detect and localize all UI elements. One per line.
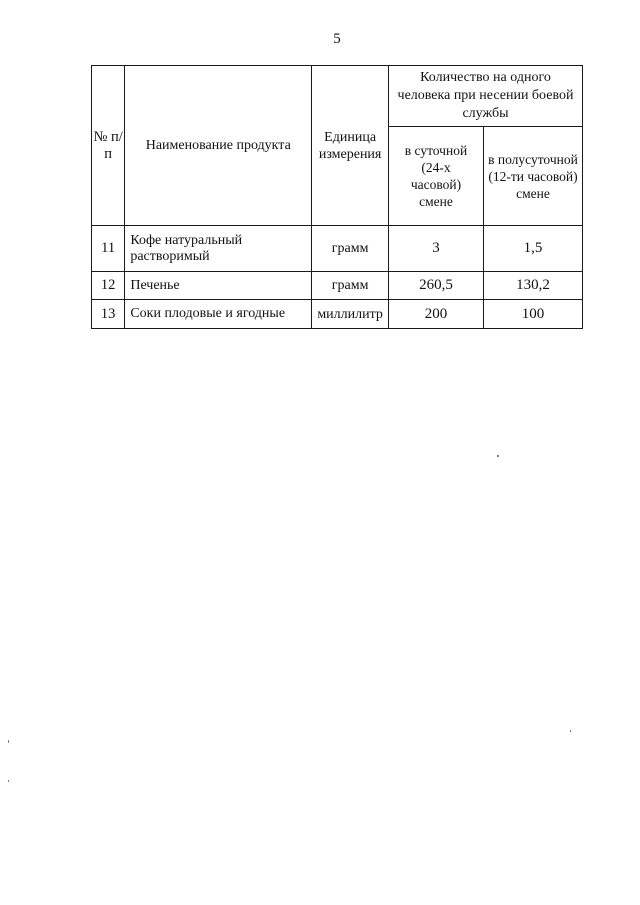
row-unit: грамм [312, 226, 389, 272]
header-product-name: Наименование продукта [125, 66, 312, 226]
table-row [92, 300, 583, 329]
row-product-name: Соки плодовые и ягодные [125, 300, 312, 329]
row-unit: грамм [312, 272, 389, 300]
row-unit: миллилитр [312, 300, 389, 329]
row-number: 11 [92, 226, 125, 272]
scan-speck [8, 740, 9, 743]
header-unit: Единица измерения [312, 66, 389, 226]
row-product-name: Кофе натуральный растворимый [125, 226, 312, 272]
scan-speck [8, 780, 9, 782]
row-per-half-day: 100 [483, 300, 582, 329]
table-row [92, 272, 583, 300]
food-ration-table [91, 65, 583, 329]
table-row [92, 226, 583, 272]
scan-speck [570, 730, 571, 732]
row-per-half-day: 130,2 [483, 272, 582, 300]
row-per-half-day: 1,5 [483, 226, 582, 272]
header-number: № п/п [92, 66, 125, 226]
row-number: 12 [92, 272, 125, 300]
page-number: 5 [333, 31, 341, 47]
header-per-half-day-shift: в полусуточной (12-ти часовой) смене [483, 127, 582, 226]
row-product-name: Печенье [125, 272, 312, 300]
row-per-day: 3 [389, 226, 484, 272]
header-quantity-group: Количество на одного человека при несении боевой службы [389, 66, 583, 127]
row-per-day: 260,5 [389, 272, 484, 300]
scan-speck [497, 455, 499, 457]
row-per-day: 200 [389, 300, 484, 329]
row-number: 13 [92, 300, 125, 329]
header-per-day-shift: в суточной (24-х часовой) смене [389, 127, 484, 226]
